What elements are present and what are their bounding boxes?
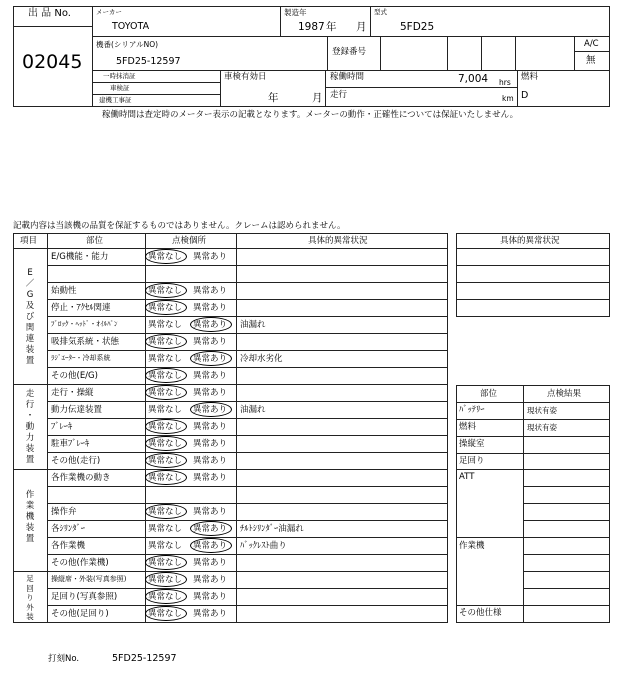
status-normal: 異常なし	[148, 507, 183, 517]
circle-normal-mark	[145, 283, 187, 298]
row-part: 足回り(写真参照)	[51, 592, 118, 602]
result-battery-label: ﾊﾞｯﾃﾘｰ	[459, 405, 485, 415]
status-normal: 異常なし	[148, 371, 183, 381]
status-normal: 異常なし	[148, 558, 183, 568]
row-detail: ﾁﾙﾄｼﾘﾝﾀﾞｰ油漏れ	[240, 524, 304, 534]
lot-number-label: 出 品 No.	[28, 8, 71, 19]
fuel-value: D	[521, 90, 529, 101]
header-part: 部位	[86, 236, 104, 246]
status-abnormal: 異常あり	[193, 439, 228, 449]
status-abnormal: 異常あり	[193, 456, 228, 466]
status-normal: 異常なし	[148, 541, 183, 551]
row-part: ﾌﾞﾚｰｷ	[51, 422, 73, 432]
status-normal: 異常なし	[148, 456, 183, 466]
status-normal: 異常なし	[148, 286, 183, 296]
result-undercarriage-label: 足回り	[459, 456, 485, 466]
status-abnormal: 異常あり	[193, 609, 228, 619]
circle-normal-mark	[145, 555, 187, 570]
status-normal: 異常なし	[148, 252, 183, 262]
row-part: E/G機能・能力	[51, 252, 109, 262]
row-part: 操縦席・外装(写真参照)	[51, 575, 127, 583]
row-part: その他(足回り)	[51, 609, 109, 619]
row-part: その他(走行)	[51, 456, 101, 466]
cert-construction: 建機工事証	[99, 96, 132, 104]
result-header-part: 部位	[480, 389, 498, 399]
status-abnormal: 異常あり	[193, 592, 228, 602]
row-part: 駐車ﾌﾞﾚｰｷ	[51, 439, 90, 449]
status-abnormal: 異常あり	[193, 507, 228, 517]
row-part: 各作業機の動き	[51, 473, 111, 483]
status-normal: 異常なし	[148, 303, 183, 313]
row-part: 停止・ｱｸｾﾙ関連	[51, 303, 111, 313]
row-detail: 冷却水劣化	[240, 354, 283, 364]
status-normal: 異常なし	[148, 439, 183, 449]
serial-label: 機番(シリアルNO)	[96, 40, 159, 49]
status-normal: 異常なし	[148, 422, 183, 432]
result-att-label: ATT	[459, 472, 475, 482]
circle-abnormal-mark	[190, 317, 232, 332]
circle-normal-mark	[145, 572, 187, 587]
model-label: 型式	[374, 8, 387, 16]
row-part: その他(E/G)	[51, 371, 98, 381]
year-value: 1987	[298, 21, 325, 33]
row-part: 各ｼﾘﾝﾀﾞｰ	[51, 524, 86, 534]
meter-note: 稼働時間は査定時のメーター表示の記載となります。メーターの動作・正確性については保証いたしません。	[102, 110, 519, 120]
circle-normal-mark	[145, 436, 187, 451]
hours-unit: hrs	[499, 78, 511, 87]
status-normal: 異常なし	[148, 524, 183, 534]
status-abnormal: 異常あり	[193, 575, 228, 585]
cert-inspection: 車検証	[110, 84, 130, 92]
circle-normal-mark	[145, 453, 187, 468]
registration-label: 登録番号	[332, 47, 367, 57]
inspection-month-unit: 月	[312, 92, 323, 104]
result-fuel-label: 燃料	[459, 422, 477, 432]
year-unit: 年	[326, 21, 337, 33]
inspection-date-label: 車検有効日	[224, 72, 267, 82]
maker-label: メーカー	[96, 8, 122, 16]
status-abnormal: 異常あり	[193, 320, 228, 330]
status-normal: 異常なし	[148, 354, 183, 364]
cert-temporary-deregistration: 一時抹消証	[103, 72, 136, 80]
ac-label: A/C	[584, 39, 599, 49]
status-abnormal: 異常あり	[193, 473, 228, 483]
circle-abnormal-mark	[190, 402, 232, 417]
row-detail: ﾊﾞｯｸﾚｽﾄ曲り	[240, 541, 287, 551]
status-abnormal: 異常あり	[193, 303, 228, 313]
circle-abnormal-mark	[190, 521, 232, 536]
circle-abnormal-mark	[190, 351, 232, 366]
circle-normal-mark	[145, 334, 187, 349]
result-other-label: その他仕様	[459, 608, 502, 618]
group-engine: E ／ G 及 び 関 連 装 置	[25, 268, 35, 366]
stamp-number-label: 打刻No.	[48, 654, 80, 664]
status-normal: 異常なし	[148, 592, 183, 602]
status-normal: 異常なし	[148, 473, 183, 483]
status-normal: 異常なし	[148, 575, 183, 585]
row-part: 始動性	[51, 286, 77, 296]
group-undercarriage: 足 回 り 外 装	[26, 574, 34, 621]
result-cab-label: 操縦室	[459, 439, 485, 449]
circle-abnormal-mark	[190, 538, 232, 553]
status-abnormal: 異常あり	[193, 388, 228, 398]
status-normal: 異常なし	[148, 320, 183, 330]
circle-normal-mark	[145, 589, 187, 604]
status-normal: 異常なし	[148, 337, 183, 347]
group-drive: 走 行 ・ 動 力 装 置	[25, 389, 35, 465]
result-header-result: 点検結果	[547, 389, 582, 399]
row-detail: 油漏れ	[240, 320, 266, 330]
result-fuel-value: 現状有姿	[527, 423, 557, 432]
row-part: 走行・操縦	[51, 388, 94, 398]
header-check: 点検個所	[172, 236, 207, 246]
row-part: 各作業機	[51, 541, 86, 551]
month-unit: 月	[356, 21, 367, 33]
row-part: その他(作業機)	[51, 558, 109, 568]
stamp-number-value: 5FD25-12597	[112, 653, 177, 664]
lot-number: 02045	[22, 51, 83, 73]
row-part: 吸排気系統・状態	[51, 337, 120, 347]
serial-value: 5FD25-12597	[116, 56, 181, 67]
status-abnormal: 異常あり	[193, 371, 228, 381]
status-abnormal: 異常あり	[193, 524, 228, 534]
row-detail: 油漏れ	[240, 405, 266, 415]
row-part: ﾗｼﾞｴｰﾀｰ・冷却系統	[51, 354, 111, 362]
hours-label: 稼働時間	[330, 72, 365, 82]
model-value: 5FD25	[400, 21, 435, 33]
status-normal: 異常なし	[148, 405, 183, 415]
row-part: 動力伝達装置	[51, 405, 103, 415]
km-label: 走行	[330, 90, 348, 100]
header-item: 項目	[20, 236, 38, 246]
result-battery-value: 現状有姿	[527, 406, 557, 415]
detail-box-header: 具体的異常状況	[500, 236, 560, 246]
circle-normal-mark	[145, 385, 187, 400]
km-unit: km	[502, 94, 514, 103]
circle-normal-mark	[145, 470, 187, 485]
circle-normal-mark	[145, 249, 187, 264]
inspection-year-unit: 年	[268, 92, 279, 104]
fuel-label: 燃料	[521, 72, 539, 82]
status-abnormal: 異常あり	[193, 405, 228, 415]
status-abnormal: 異常あり	[193, 252, 228, 262]
group-work-equipment: 作 業 機 装 置	[25, 490, 35, 544]
status-normal: 異常なし	[148, 609, 183, 619]
row-part: ﾌﾞﾛｯｸ・ﾍｯﾄﾞ・ｵｲﾙﾊﾟﾝ	[51, 320, 118, 328]
status-abnormal: 異常あり	[193, 354, 228, 364]
row-part: 操作弁	[51, 507, 77, 517]
circle-normal-mark	[145, 419, 187, 434]
status-abnormal: 異常あり	[193, 558, 228, 568]
year-label: 製造年	[284, 8, 307, 17]
status-abnormal: 異常あり	[193, 422, 228, 432]
disclaimer: 記載内容は当該機の品質を保証するものではありません。クレームは認められません。	[13, 221, 346, 231]
hours-value: 7,004	[458, 73, 489, 85]
status-abnormal: 異常あり	[193, 286, 228, 296]
circle-normal-mark	[145, 504, 187, 519]
status-normal: 異常なし	[148, 388, 183, 398]
maker-value: TOYOTA	[112, 21, 150, 32]
header-detail: 具体的異常状況	[308, 236, 368, 246]
circle-normal-mark	[145, 300, 187, 315]
result-work-equipment-label: 作業機	[459, 541, 485, 551]
status-abnormal: 異常あり	[193, 337, 228, 347]
circle-normal-mark	[145, 368, 187, 383]
status-abnormal: 異常あり	[193, 541, 228, 551]
circle-normal-mark	[145, 606, 187, 621]
ac-value: 無	[586, 55, 596, 66]
